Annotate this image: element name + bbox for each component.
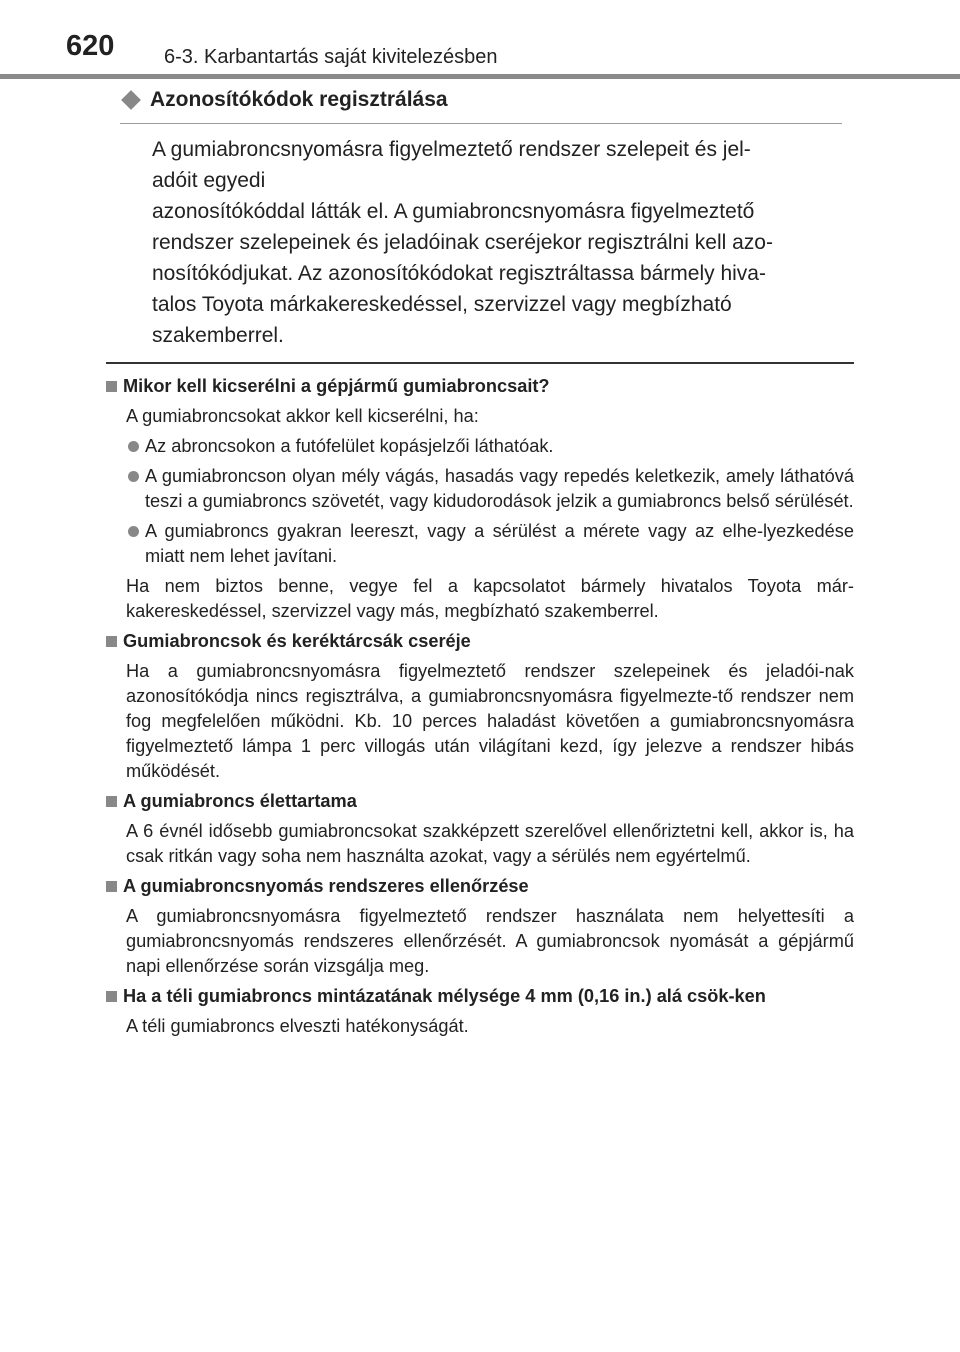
- section-title: Mikor kell kicserélni a gépjármű gumiabroncsait?: [123, 376, 550, 396]
- intro-line: rendszer szelepeinek és jeladóinak cseréjekor regisztrálni kell azo-: [152, 231, 773, 254]
- list-item-text: Az abroncsokon a futófelület kopásjelzői láthatóak.: [145, 436, 554, 456]
- section-body: A gumiabroncsnyomásra figyelmeztető rendszer használata nem helyettesíti a gumiabroncsnyomás rendszeres ellenőrzését. A gumiabroncsok nyomását a gépjármű napi ellenőrzése során vizsgálja meg.: [126, 906, 854, 976]
- section-heading: [106, 789, 854, 814]
- list-item-text: A gumiabroncs gyakran leereszt, vagy a sérülést a mérete vagy az elhe-lyezkedése miatt nem lehet javítani.: [145, 521, 854, 566]
- notes-content: [106, 374, 854, 1044]
- section-heading: [106, 374, 854, 399]
- section-header: 6-3. Karbantartás saját kivitelezésben: [164, 46, 498, 68]
- intro-line: adóit egyedi: [152, 169, 266, 192]
- list-item: [126, 434, 854, 459]
- section-intro: A gumiabroncsokat akkor kell kicserélni, ha:: [126, 406, 479, 426]
- section-body: A téli gumiabroncs elveszti hatékonyságát.: [126, 1016, 469, 1036]
- intro-line: azonosítókóddal látták el. A gumiabroncsnyomásra figyelmeztető: [152, 200, 755, 223]
- section-tire-lifespan: [106, 789, 854, 869]
- section-tire-wheel-change: [106, 629, 854, 784]
- square-bullet-icon: [106, 796, 117, 807]
- intro-line: nosítókódjukat. Az azonosítókódokat regisztráltassa bármely hiva-: [152, 262, 766, 285]
- intro-line: szakemberrel.: [152, 324, 284, 347]
- section-heading: [106, 629, 854, 654]
- square-bullet-icon: [106, 881, 117, 892]
- diamond-bullet-icon: [121, 90, 141, 110]
- subheading-rule: [120, 123, 842, 124]
- square-bullet-icon: [106, 381, 117, 392]
- section-title: A gumiabroncsnyomás rendszeres ellenőrzése: [123, 876, 529, 896]
- section-winter-tire-depth: [106, 984, 854, 1039]
- section-rule: [106, 362, 854, 364]
- subheading-title: Azonosítókódok regisztrálása: [150, 88, 448, 111]
- circle-bullet-icon: [128, 526, 139, 537]
- square-bullet-icon: [106, 991, 117, 1002]
- section-title: Ha a téli gumiabroncs mintázatának mélysége 4 mm (0,16 in.) alá csök-ken: [123, 986, 766, 1006]
- intro-line: A gumiabroncsnyomásra figyelmeztető rendszer szelepeit és jel-: [152, 138, 751, 161]
- intro-paragraph: [152, 134, 842, 351]
- list-item-text: A gumiabroncson olyan mély vágás, hasadás vagy repedés keletkezik, amely láthatóvá teszi a gumiabroncs szövetét, vagy kidudorodások jelzik a gumiabroncs belső sérülését.: [145, 466, 854, 511]
- section-title: A gumiabroncs élettartama: [123, 791, 357, 811]
- section-pressure-check: [106, 874, 854, 979]
- section-tire-replacement: [106, 374, 854, 624]
- section-body: Ha a gumiabroncsnyomásra figyelmeztető rendszer szelepeinek és jeladói-nak azonosítókódja nincs regisztrálva, a gumiabroncsnyomásra figyelmezte-tő rendszer nem fog megfelelően működni. Kb. 10 perces haladást követően a gumiabroncsnyomásra figyelmeztető lámpa 1 perc villogás után világítani kezd, így jelezve a rendszer hibás működését.: [126, 661, 854, 781]
- section-title: Gumiabroncsok és keréktárcsák cseréje: [123, 631, 471, 651]
- section-heading: [106, 874, 854, 899]
- square-bullet-icon: [106, 636, 117, 647]
- subheading: [120, 88, 842, 112]
- header-rule: [0, 74, 960, 79]
- intro-line: talos Toyota márkakereskedéssel, szervizzel vagy megbízható: [152, 293, 732, 316]
- page-number: 620: [66, 30, 115, 62]
- circle-bullet-icon: [128, 471, 139, 482]
- list-item: [126, 519, 854, 569]
- section-outro: Ha nem biztos benne, vegye fel a kapcsolatot bármely hivatalos Toyota már-kakereskedéssel, szervizzel vagy más, megbízható szakemberrel.: [126, 576, 854, 621]
- list-item: [126, 464, 854, 514]
- section-body: A 6 évnél idősebb gumiabroncsokat szakképzett szerelővel ellenőriztetni kell, akkor is, ha csak ritkán vagy soha nem használta azokat, vagy a sérülés nem egyértelmű.: [126, 821, 854, 866]
- circle-bullet-icon: [128, 441, 139, 452]
- section-heading: [106, 984, 854, 1009]
